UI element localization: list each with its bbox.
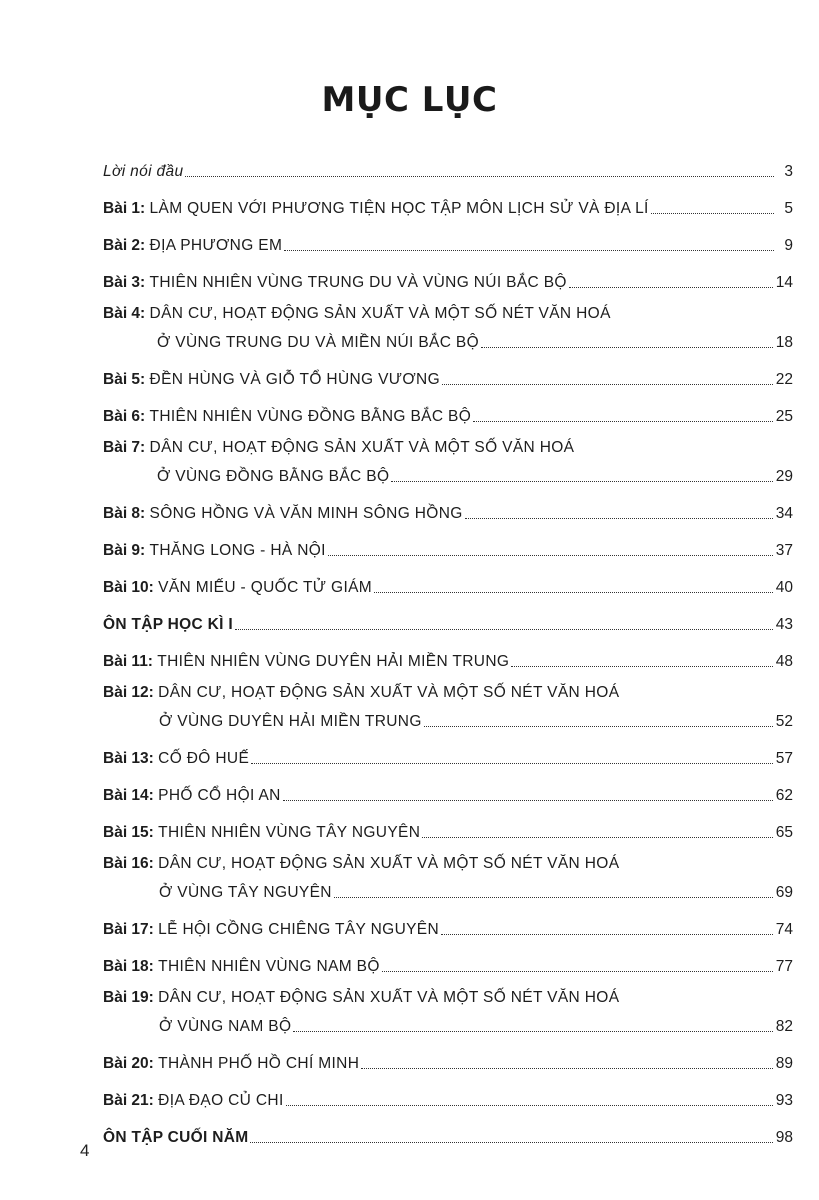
toc-entry[interactable] [103,675,793,735]
toc-entry-line [103,675,793,706]
toc-entry-continuation-line [103,461,793,490]
toc-entry-line [103,846,793,877]
lesson-title: THIÊN NHIÊN VÙNG ĐỒNG BẰNG BẮC BỘ [149,408,472,425]
dot-leader [465,518,773,519]
page-title: MỤC LỤC [321,80,498,120]
toc-entry[interactable] [103,809,793,846]
toc-page-number: 14 [775,274,793,291]
toc-entry-label [103,305,611,323]
lesson-title: PHỐ CỔ HỘI AN [158,787,281,804]
toc-page-number: 25 [775,408,793,425]
toc-page-number: 9 [784,237,793,254]
toc-page-number: 5 [784,200,793,217]
toc-entry-line [103,980,793,1011]
toc-entry[interactable] [103,638,793,675]
toc-entry[interactable] [103,772,793,809]
dot-leader [391,481,772,482]
toc-entry-line [103,430,793,461]
toc-page-number: 74 [775,921,793,938]
toc-entry[interactable] [103,356,793,393]
lesson-number: Bài 20: [103,1055,154,1072]
dot-leader [511,666,772,667]
toc-entry[interactable] [103,259,793,296]
lesson-title: DÂN CƯ, HOẠT ĐỘNG SẢN XUẤT VÀ MỘT SỐ NÉT VĂN HOÁ [158,684,620,701]
toc-entry[interactable] [103,564,793,601]
dot-leader [251,763,773,764]
page-number: 4 [80,1141,90,1160]
lesson-title: VĂN MIẾU - QUỐC TỬ GIÁM [158,579,373,596]
dot-leader [250,1142,772,1143]
lesson-number: Bài 6: [103,408,146,425]
toc-page-number: 18 [775,334,793,351]
lesson-number: Bài 10: [103,579,154,596]
toc-entry[interactable] [103,1077,793,1114]
lesson-number: Bài 8: [103,505,146,522]
toc-page-number: 69 [775,884,793,901]
dot-leader [424,726,773,727]
lesson-title-continued: Ở VÙNG NAM BỘ [159,1018,292,1035]
lesson-title: THIÊN NHIÊN VÙNG TRUNG DU VÀ VÙNG NÚI BẮC BỘ [149,274,567,291]
toc-entry-line [103,601,793,638]
toc-entry-label [103,653,509,671]
lesson-number: Bài 2: [103,237,146,254]
lesson-number: Bài 13: [103,750,154,767]
toc-entry-label [103,921,439,939]
lesson-title: DÂN CƯ, HOẠT ĐỘNG SẢN XUẤT VÀ MỘT SỐ VĂN HOÁ [149,439,575,456]
toc-entry-label [103,505,463,523]
toc-entry[interactable] [103,1114,793,1151]
toc-entry-label [103,408,471,426]
toc-entry-line [103,564,793,601]
dot-leader [334,897,773,898]
toc-entry-label [103,579,372,597]
toc-entry[interactable] [103,527,793,564]
toc-entry[interactable] [103,980,793,1040]
toc-entry-line [103,1077,793,1114]
toc-entry-label [103,237,282,255]
toc-entry-label [103,989,619,1007]
toc-entry-continuation-line [103,706,793,735]
toc-page-number: 65 [775,824,793,841]
toc-entry[interactable] [103,490,793,527]
lesson-title-continued: Ở VÙNG TRUNG DU VÀ MIỀN NÚI BẮC BỘ [157,334,480,351]
toc-entry-line [103,222,793,259]
toc-page-number: 40 [775,579,793,596]
toc-page-number: 37 [775,542,793,559]
toc-entry[interactable] [103,906,793,943]
lesson-number: Bài 14: [103,787,154,804]
lesson-number: Bài 3: [103,274,146,291]
lesson-number: Bài 17: [103,921,154,938]
toc-entry-label [103,824,420,842]
toc-entry-label [103,542,326,560]
toc-entry-line [103,943,793,980]
lesson-title: ÔN TẬP CUỐI NĂM [103,1129,249,1146]
lesson-title: THIÊN NHIÊN VÙNG TÂY NGUYÊN [158,824,421,841]
lesson-title: ĐỀN HÙNG VÀ GIỖ TỔ HÙNG VƯƠNG [149,371,440,388]
toc-entry-label [103,439,574,457]
toc-entry[interactable] [103,296,793,356]
dot-leader [283,800,773,801]
toc-entry[interactable] [103,185,793,222]
toc-page-number: 77 [775,958,793,975]
toc-entry[interactable] [103,1040,793,1077]
lesson-number: Bài 5: [103,371,146,388]
lesson-title: Lời nói đầu [103,163,184,180]
lesson-number: Bài 19: [103,989,154,1006]
lesson-number: Bài 12: [103,684,154,701]
toc-entry-label [103,958,380,976]
toc-page-number: 48 [775,653,793,670]
toc-entry-line [103,393,793,430]
lesson-title-continued: Ở VÙNG DUYÊN HẢI MIỀN TRUNG [159,713,422,730]
toc-page-number: 82 [775,1018,793,1035]
dot-leader [235,629,773,630]
toc-entry-continuation-line [103,877,793,906]
toc-page-number: 3 [784,163,793,180]
toc-page-number: 22 [775,371,793,388]
dot-leader [651,213,774,214]
lesson-number: Bài 7: [103,439,146,456]
dot-leader [481,347,773,348]
lesson-number: Bài 21: [103,1092,154,1109]
toc-page-number: 43 [775,616,793,633]
toc-entry[interactable] [103,943,793,980]
dot-leader [328,555,773,556]
toc-entry[interactable] [103,393,793,430]
lesson-title: THÀNH PHỐ HỒ CHÍ MINH [158,1055,360,1072]
lesson-title: THIÊN NHIÊN VÙNG NAM BỘ [158,958,380,975]
toc-entry-line [103,185,793,222]
dot-leader [382,971,773,972]
dot-leader [286,1105,773,1106]
toc-entry-label [103,1092,284,1110]
toc-entry-line [103,772,793,809]
dot-leader [442,384,773,385]
lesson-title: DÂN CƯ, HOẠT ĐỘNG SẢN XUẤT VÀ MỘT SỐ NÉT VĂN HOÁ [149,305,611,322]
lesson-title: SÔNG HỒNG VÀ VĂN MINH SÔNG HỒNG [149,505,463,522]
toc-entry[interactable] [103,430,793,490]
toc-entry-label [103,1129,248,1147]
toc-page-number: 98 [775,1129,793,1146]
lesson-title: THIÊN NHIÊN VÙNG DUYÊN HẢI MIỀN TRUNG [157,653,510,670]
toc-entry-label [103,787,281,805]
lesson-number: Bài 16: [103,855,154,872]
toc-entry[interactable] [103,846,793,906]
toc-entry-label [103,684,619,702]
toc-entry-line [103,1040,793,1077]
toc-entry-label [103,855,619,873]
lesson-title-continued: Ở VÙNG TÂY NGUYÊN [159,884,332,901]
lesson-title: LÀM QUEN VỚI PHƯƠNG TIỆN HỌC TẬP MÔN LỊCH SỬ VÀ ĐỊA LÍ [149,200,649,217]
toc-entry-line [103,638,793,675]
toc-entry-label [103,616,233,634]
toc-entry-label [103,1055,359,1073]
toc-entry-line [103,356,793,393]
toc-entry-line [103,1114,793,1151]
toc-page-number: 52 [775,713,793,730]
toc-page-number: 29 [775,468,793,485]
lesson-title: ĐỊA ĐẠO CỦ CHI [158,1092,284,1109]
dot-leader [422,837,773,838]
lesson-title: CỐ ĐÔ HUẾ [158,750,250,767]
lesson-number: Bài 1: [103,200,146,217]
dot-leader [185,176,774,177]
lesson-number: Bài 11: [103,653,153,670]
lesson-number: Bài 4: [103,305,146,322]
lesson-title: DÂN CƯ, HOẠT ĐỘNG SẢN XUẤT VÀ MỘT SỐ NÉT VĂN HOÁ [158,855,620,872]
toc-entry-line [103,735,793,772]
dot-leader [374,592,773,593]
toc-entry-line [103,296,793,327]
lesson-number: Bài 9: [103,542,146,559]
lesson-title: ĐỊA PHƯƠNG EM [149,237,283,254]
toc-entry-label [103,274,567,292]
dot-leader [293,1031,772,1032]
toc-entry-line [103,259,793,296]
toc-entry[interactable] [103,735,793,772]
toc-entry-continuation-line [103,327,793,356]
toc-page-number: 57 [775,750,793,767]
dot-leader [361,1068,772,1069]
lesson-title: ÔN TẬP HỌC KÌ I [103,616,233,633]
toc-page-number: 93 [775,1092,793,1109]
toc-entry-label [103,750,249,768]
toc-entry-line [103,809,793,846]
dot-leader [284,250,774,251]
toc-entry-line [103,527,793,564]
toc-entry-continuation-line [103,1011,793,1040]
toc-entry[interactable] [103,601,793,638]
dot-leader [473,421,773,422]
toc-page-number: 62 [775,787,793,804]
lesson-title: LỄ HỘI CỒNG CHIÊNG TÂY NGUYÊN [158,921,440,938]
table-of-contents [103,148,793,1151]
toc-entry-label [103,200,649,218]
lesson-number: Bài 15: [103,824,154,841]
toc-entry-line [103,906,793,943]
toc-entry-label [103,371,440,389]
lesson-number: Bài 18: [103,958,154,975]
dot-leader [569,287,773,288]
toc-entry-line [103,490,793,527]
toc-entry-label [103,163,183,181]
lesson-title: THĂNG LONG - HÀ NỘI [149,542,326,559]
toc-entry-line [103,148,793,185]
toc-page-number: 34 [775,505,793,522]
toc-entry[interactable] [103,148,793,185]
toc-page-number: 89 [775,1055,793,1072]
lesson-title-continued: Ở VÙNG ĐỒNG BẰNG BẮC BỘ [157,468,390,485]
toc-entry[interactable] [103,222,793,259]
lesson-title: DÂN CƯ, HOẠT ĐỘNG SẢN XUẤT VÀ MỘT SỐ NÉT VĂN HOÁ [158,989,620,1006]
dot-leader [441,934,773,935]
